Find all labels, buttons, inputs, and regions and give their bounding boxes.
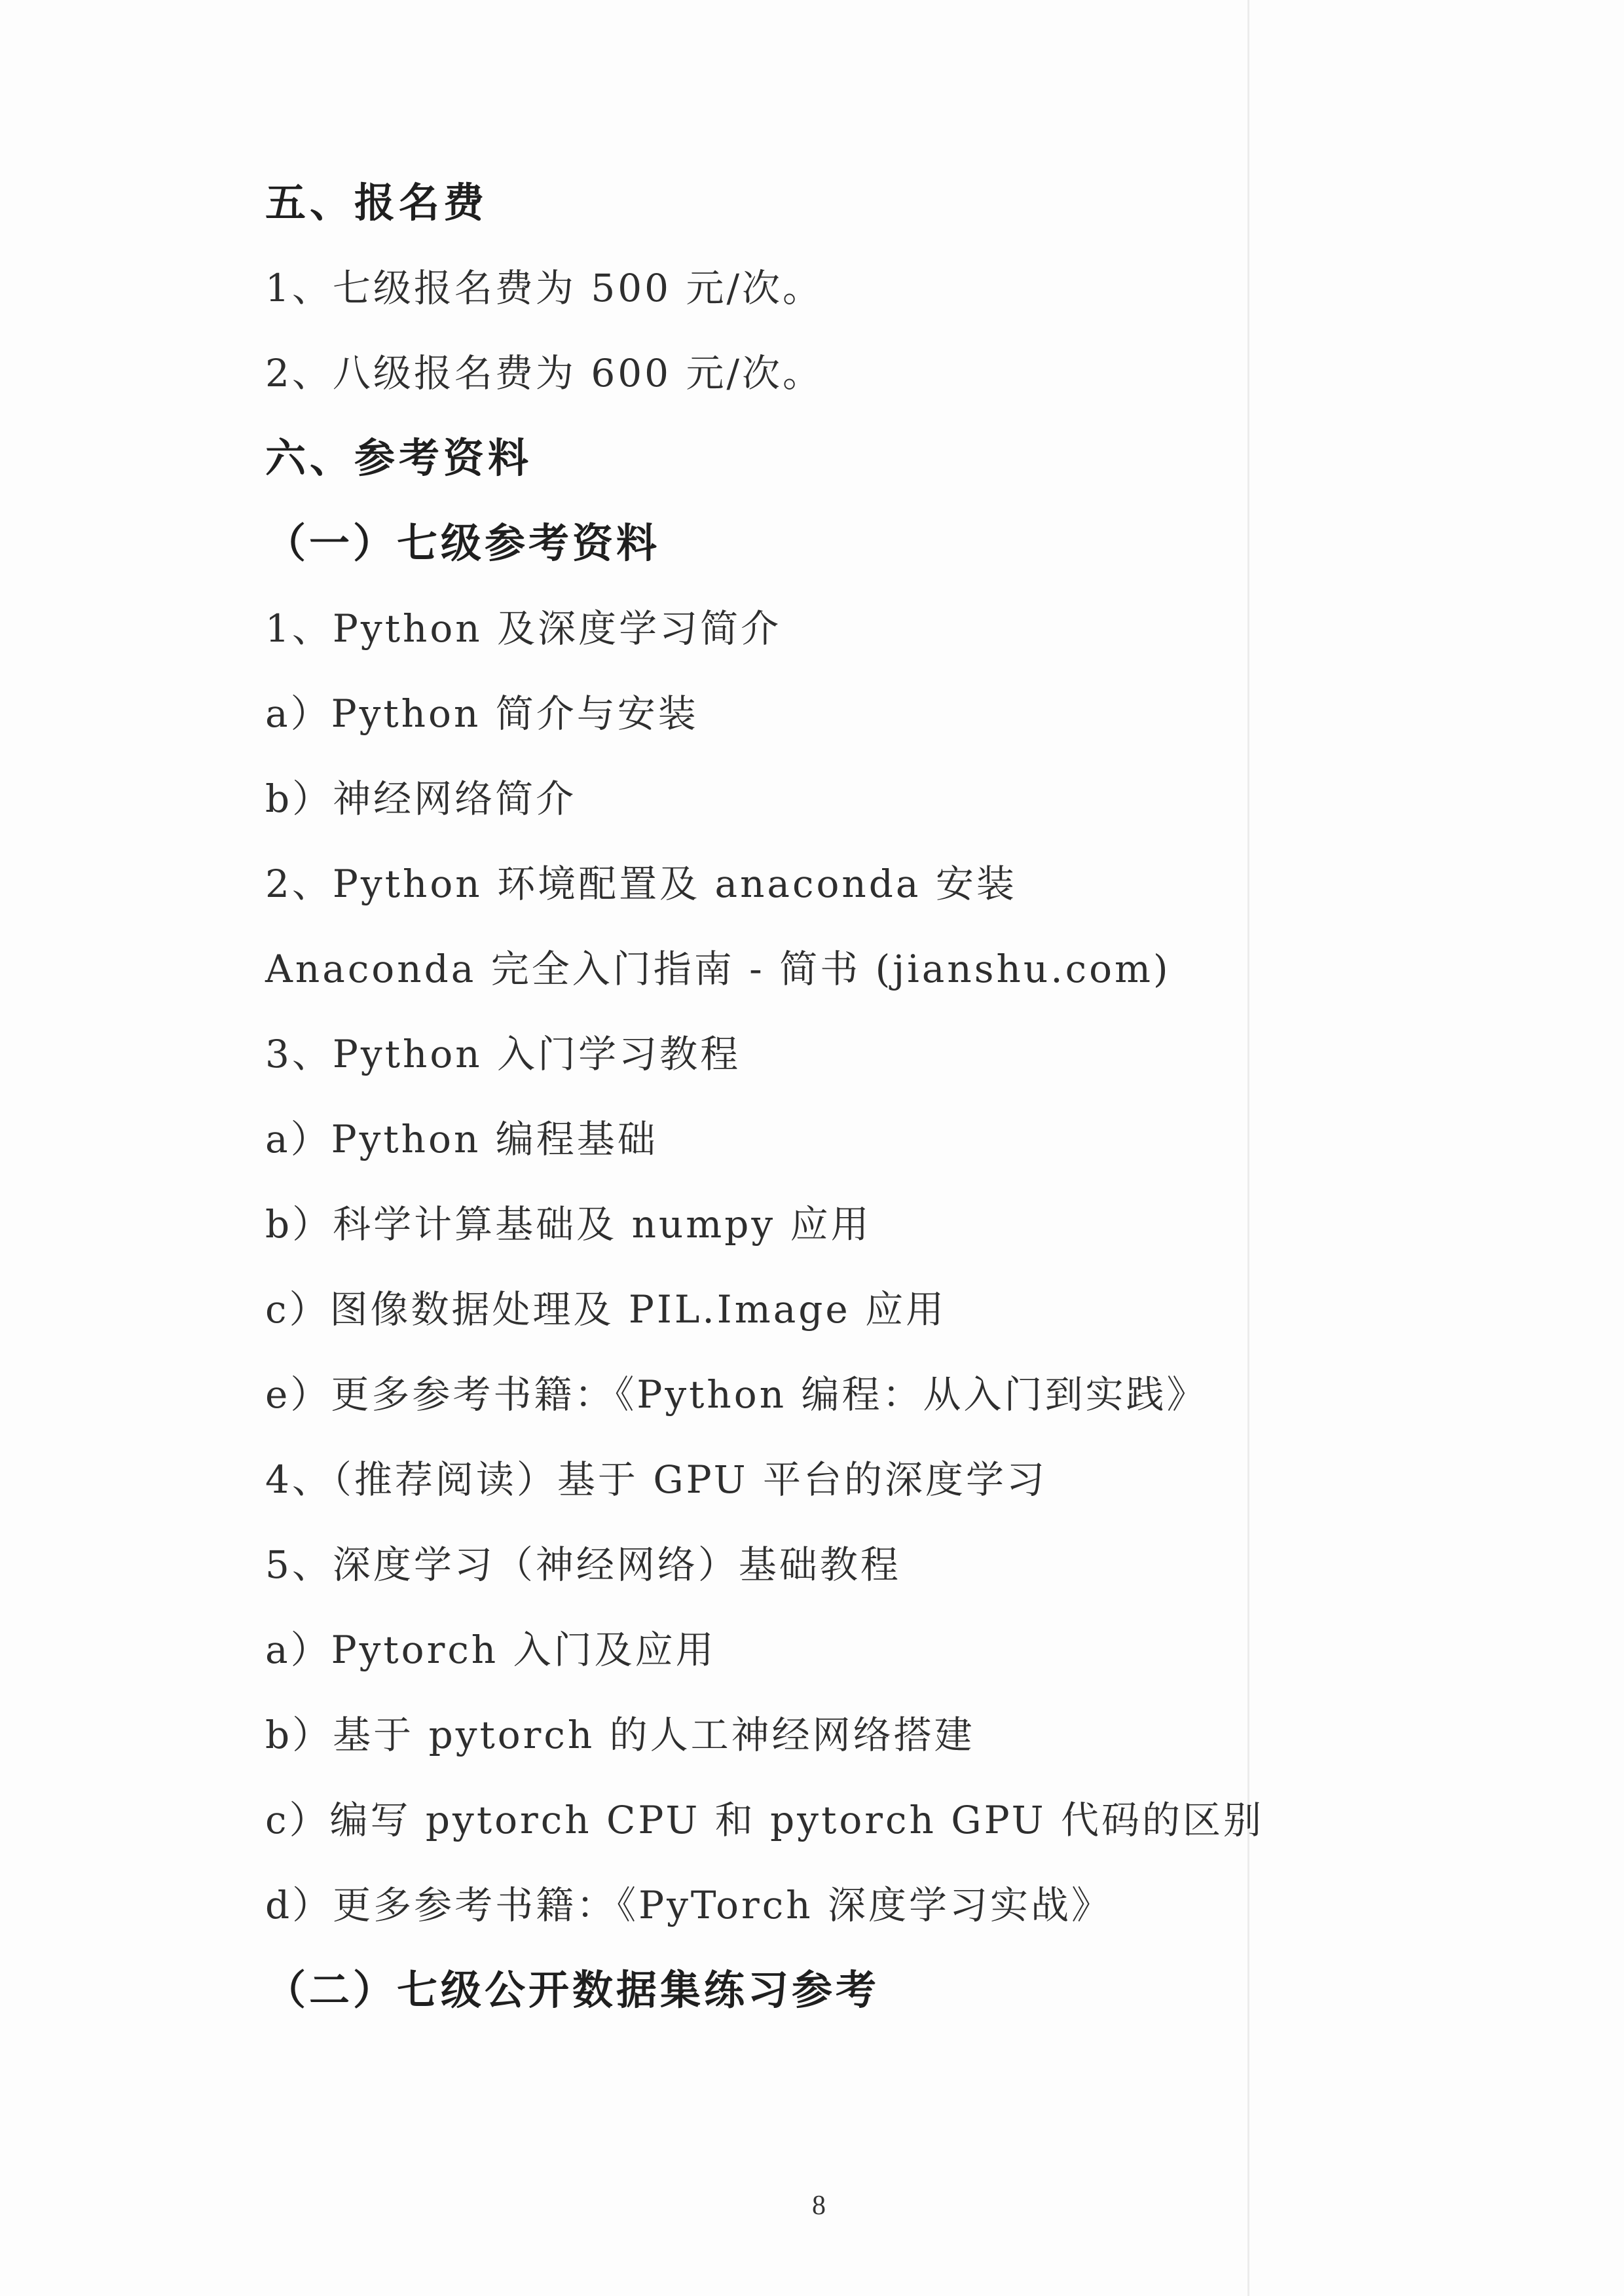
- list-item: 4、（推荐阅读）基于 GPU 平台的深度学习: [265, 1457, 1047, 1502]
- subsection-heading-level-7-datasets: （二）七级公开数据集练习参考: [265, 1966, 880, 2014]
- list-item: e）更多参考书籍：《Python 编程：从入门到实践》: [265, 1372, 1208, 1417]
- page-number: 8: [812, 2191, 826, 2221]
- fee-level-7: 1、七级报名费为 500 元/次。: [265, 266, 824, 310]
- list-item: d）更多参考书籍：《PyTorch 深度学习实战》: [265, 1883, 1113, 1927]
- list-item: a）Pytorch 入门及应用: [265, 1628, 716, 1672]
- list-item: c）图像数据处理及 PIL.Image 应用: [265, 1287, 947, 1332]
- list-item: 5、深度学习（神经网络）基础教程: [265, 1542, 901, 1587]
- list-item: b）神经网络简介: [265, 776, 577, 821]
- list-item: 3、Python 入门学习教程: [265, 1032, 741, 1076]
- scan-edge-divider: [1247, 0, 1249, 2296]
- list-item: b）基于 pytorch 的人工神经网络搭建: [265, 1713, 975, 1757]
- section-heading-registration-fee: 五、报名费: [265, 179, 489, 227]
- list-item: 1、Python 及深度学习简介: [265, 606, 782, 651]
- list-item: a）Python 简介与安装: [265, 691, 699, 736]
- list-item: b）科学计算基础及 numpy 应用: [265, 1202, 872, 1247]
- anaconda-guide-link[interactable]: Anaconda 完全入门指南 - 简书 (jianshu.com): [265, 947, 1171, 991]
- subsection-heading-level-7-references: （一）七级参考资料: [265, 519, 661, 567]
- fee-level-8: 2、八级报名费为 600 元/次。: [265, 351, 824, 395]
- list-item: 2、Python 环境配置及 anaconda 安装: [265, 862, 1017, 906]
- list-item: c）编写 pytorch CPU 和 pytorch GPU 代码的区别: [265, 1798, 1264, 1842]
- list-item: a）Python 编程基础: [265, 1117, 658, 1161]
- section-heading-references: 六、参考资料: [265, 434, 533, 482]
